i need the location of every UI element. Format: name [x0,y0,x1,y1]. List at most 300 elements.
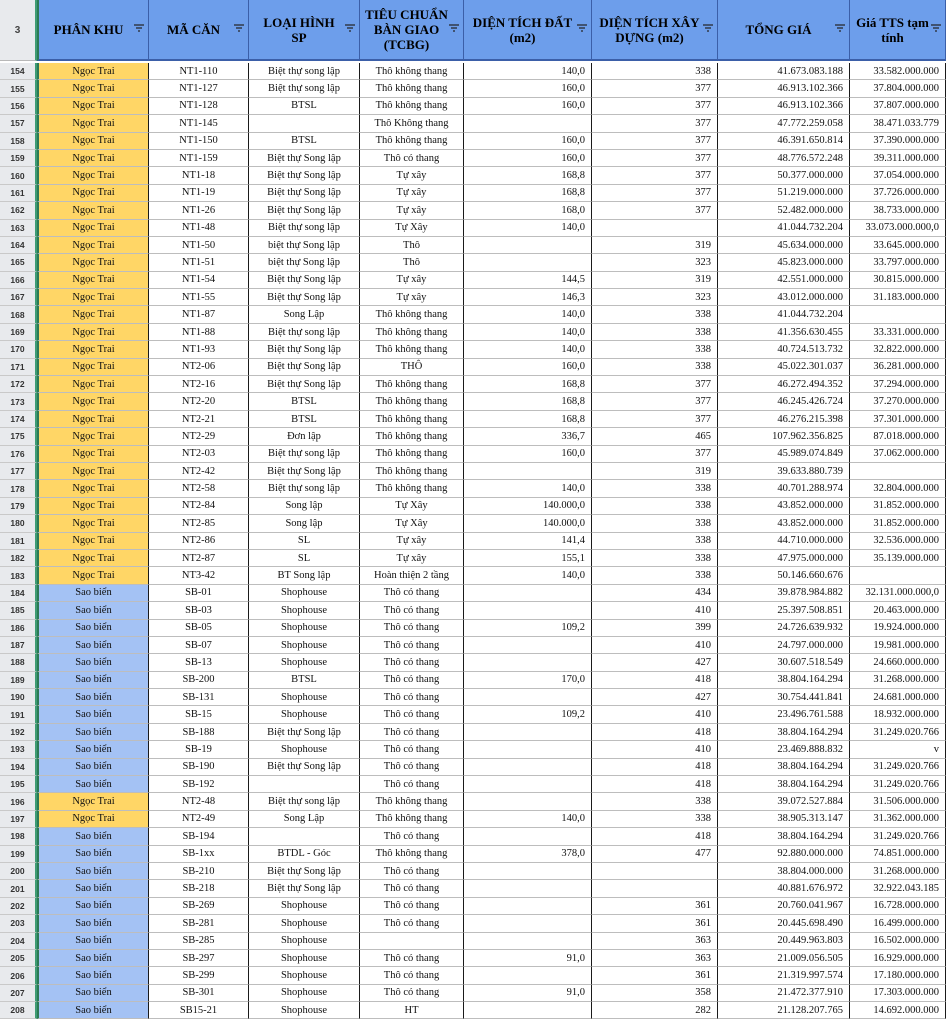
cell-dtd[interactable]: 168,8 [464,185,592,202]
cell-dtd[interactable]: 160,0 [464,98,592,115]
row-number[interactable]: 181 [0,533,37,550]
cell-tong[interactable]: 25.397.508.851 [718,602,850,619]
cell-tts[interactable]: 32.804.000.000 [850,480,946,497]
cell-khu[interactable]: Ngọc Trai [37,411,149,428]
cell-ma[interactable]: SB-297 [149,950,249,967]
header-loai[interactable] [249,0,360,61]
cell-dtd[interactable]: 168,0 [464,202,592,219]
cell-loai[interactable]: Biệt thự Song lập [249,272,360,289]
cell-khu[interactable]: Sao biển [37,654,149,671]
cell-tong[interactable]: 20.449.963.803 [718,933,850,950]
row-number[interactable]: 175 [0,428,37,445]
cell-tong[interactable]: 46.276.215.398 [718,411,850,428]
cell-tong[interactable]: 30.607.518.549 [718,654,850,671]
cell-dtxd[interactable]: 338 [592,533,718,550]
cell-dtd[interactable] [464,637,592,654]
cell-khu[interactable]: Ngọc Trai [37,393,149,410]
cell-khu[interactable]: Ngọc Trai [37,446,149,463]
cell-tts[interactable]: 37.804.000.000 [850,80,946,97]
cell-ma[interactable]: SB-301 [149,985,249,1002]
header-tong[interactable] [718,0,850,61]
cell-ma[interactable]: SB-03 [149,602,249,619]
cell-dtxd[interactable]: 338 [592,341,718,358]
cell-loai[interactable]: Shophouse [249,706,360,723]
cell-loai[interactable]: BT Song lập [249,567,360,584]
cell-khu[interactable]: Sao biển [37,741,149,758]
cell-ma[interactable]: NT1-127 [149,80,249,97]
cell-dtd[interactable]: 140,0 [464,567,592,584]
cell-khu[interactable]: Sao biển [37,620,149,637]
cell-tts[interactable]: 39.311.000.000 [850,150,946,167]
cell-tong[interactable]: 52.482.000.000 [718,202,850,219]
cell-tc[interactable]: Thô có thang [360,724,464,741]
cell-dtxd[interactable]: 377 [592,393,718,410]
cell-khu[interactable]: Ngọc Trai [37,567,149,584]
filter-icon[interactable] [448,23,460,35]
cell-loai[interactable]: BTSL [249,672,360,689]
cell-dtxd[interactable]: 338 [592,498,718,515]
cell-dtd[interactable]: 91,0 [464,950,592,967]
row-number[interactable]: 189 [0,672,37,689]
cell-tts[interactable]: 33.331.000.000 [850,324,946,341]
cell-tts[interactable]: 16.502.000.000 [850,933,946,950]
row-number[interactable]: 166 [0,272,37,289]
cell-tts[interactable]: 20.463.000.000 [850,602,946,619]
cell-tc[interactable]: Tự Xây [360,515,464,532]
row-number[interactable]: 187 [0,637,37,654]
cell-ma[interactable]: NT2-20 [149,393,249,410]
cell-tong[interactable]: 46.913.102.366 [718,80,850,97]
cell-dtxd[interactable]: 363 [592,950,718,967]
row-number[interactable]: 184 [0,585,37,602]
cell-khu[interactable]: Ngọc Trai [37,515,149,532]
cell-ma[interactable]: NT2-85 [149,515,249,532]
cell-tts[interactable]: 31.852.000.000 [850,498,946,515]
row-number[interactable]: 193 [0,741,37,758]
cell-tts[interactable]: 31.183.000.000 [850,289,946,306]
cell-dtxd[interactable]: 427 [592,654,718,671]
cell-tts[interactable]: 31.249.020.766 [850,759,946,776]
row-number[interactable]: 174 [0,411,37,428]
cell-tong[interactable]: 38.804.164.294 [718,672,850,689]
cell-tc[interactable]: Thô không thang [360,341,464,358]
cell-dtxd[interactable]: 410 [592,706,718,723]
row-number[interactable]: 185 [0,602,37,619]
cell-dtd[interactable] [464,863,592,880]
cell-khu[interactable]: Sao biển [37,985,149,1002]
cell-dtxd[interactable]: 477 [592,846,718,863]
cell-dtxd[interactable]: 361 [592,915,718,932]
cell-tong[interactable]: 43.852.000.000 [718,498,850,515]
cell-dtd[interactable]: 140.000,0 [464,498,592,515]
cell-ma[interactable]: SB-19 [149,741,249,758]
cell-loai[interactable]: Biệt thự song lập [249,480,360,497]
row-number[interactable]: 154 [0,63,37,80]
cell-tong[interactable]: 41.356.630.455 [718,324,850,341]
cell-tc[interactable]: Thô có thang [360,602,464,619]
cell-dtd[interactable]: 160,0 [464,446,592,463]
cell-tts[interactable]: 31.268.000.000 [850,863,946,880]
cell-ma[interactable]: SB-285 [149,933,249,950]
cell-tong[interactable]: 45.634.000.000 [718,237,850,254]
cell-khu[interactable]: Ngọc Trai [37,550,149,567]
row-number[interactable]: 206 [0,967,37,984]
cell-tts[interactable]: 33.645.000.000 [850,237,946,254]
cell-khu[interactable]: Sao biển [37,1002,149,1019]
cell-dtxd[interactable]: 377 [592,202,718,219]
cell-khu[interactable]: Ngọc Trai [37,359,149,376]
cell-tc[interactable]: Thô không thang [360,811,464,828]
cell-tc[interactable]: Tự xây [360,550,464,567]
row-number[interactable]: 188 [0,654,37,671]
cell-loai[interactable] [249,115,360,132]
cell-khu[interactable]: Ngọc Trai [37,498,149,515]
cell-ma[interactable]: NT1-18 [149,167,249,184]
cell-loai[interactable]: Biệt thự Song lập [249,167,360,184]
row-number[interactable]: 196 [0,793,37,810]
cell-dtd[interactable]: 140.000,0 [464,515,592,532]
cell-tong[interactable]: 24.797.000.000 [718,637,850,654]
cell-tc[interactable]: Tự Xây [360,220,464,237]
header-ma[interactable] [149,0,249,61]
cell-tts[interactable]: 19.981.000.000 [850,637,946,654]
cell-khu[interactable]: Sao biển [37,706,149,723]
cell-tong[interactable]: 21.319.997.574 [718,967,850,984]
cell-tc[interactable]: Tự xây [360,272,464,289]
cell-ma[interactable]: NT1-51 [149,254,249,271]
cell-dtd[interactable] [464,880,592,897]
cell-khu[interactable]: Ngọc Trai [37,463,149,480]
cell-tc[interactable]: Thô không thang [360,446,464,463]
cell-tts[interactable]: 17.180.000.000 [850,967,946,984]
row-number[interactable]: 203 [0,915,37,932]
cell-tong[interactable]: 43.012.000.000 [718,289,850,306]
cell-tts[interactable] [850,463,946,480]
cell-dtd[interactable] [464,828,592,845]
cell-khu[interactable]: Ngọc Trai [37,220,149,237]
cell-loai[interactable]: Song lập [249,515,360,532]
cell-tc[interactable]: Thô không thang [360,63,464,80]
cell-dtxd[interactable]: 358 [592,985,718,1002]
cell-loai[interactable]: Biệt thự song lập [249,220,360,237]
cell-khu[interactable]: Sao biển [37,672,149,689]
cell-dtxd[interactable]: 418 [592,759,718,776]
cell-ma[interactable]: SB-190 [149,759,249,776]
row-number[interactable]: 198 [0,828,37,845]
cell-tts[interactable] [850,306,946,323]
cell-dtd[interactable] [464,793,592,810]
cell-dtd[interactable]: 160,0 [464,150,592,167]
row-number[interactable]: 186 [0,620,37,637]
cell-loai[interactable]: Biệt thự Song lập [249,880,360,897]
row-number[interactable]: 173 [0,393,37,410]
cell-ma[interactable]: SB-200 [149,672,249,689]
cell-loai[interactable]: BTSL [249,393,360,410]
cell-khu[interactable]: Ngọc Trai [37,115,149,132]
cell-dtxd[interactable]: 427 [592,689,718,706]
cell-tts[interactable]: 14.692.000.000 [850,1002,946,1019]
cell-tc[interactable]: Thô không thang [360,411,464,428]
cell-tong[interactable]: 46.913.102.366 [718,98,850,115]
cell-khu[interactable]: Sao biển [37,759,149,776]
cell-loai[interactable] [249,828,360,845]
cell-tong[interactable]: 46.391.650.814 [718,133,850,150]
cell-dtd[interactable]: 168,8 [464,167,592,184]
cell-tc[interactable]: Thô có thang [360,985,464,1002]
cell-loai[interactable]: Biệt thự Song lập [249,289,360,306]
cell-khu[interactable]: Ngọc Trai [37,480,149,497]
cell-tong[interactable]: 41.044.732.204 [718,306,850,323]
cell-dtd[interactable]: 141,4 [464,533,592,550]
cell-dtd[interactable] [464,776,592,793]
cell-tc[interactable]: Thô không thang [360,376,464,393]
cell-dtd[interactable] [464,254,592,271]
cell-tong[interactable]: 38.804.000.000 [718,863,850,880]
cell-tts[interactable] [850,567,946,584]
cell-tc[interactable]: Thô có thang [360,741,464,758]
cell-tc[interactable]: Thô có thang [360,706,464,723]
cell-khu[interactable]: Ngọc Trai [37,811,149,828]
cell-tc[interactable]: HT [360,1002,464,1019]
cell-loai[interactable]: Shophouse [249,620,360,637]
cell-dtxd[interactable]: 361 [592,898,718,915]
cell-dtxd[interactable]: 338 [592,515,718,532]
cell-dtd[interactable]: 146,3 [464,289,592,306]
cell-tc[interactable]: Tự xây [360,289,464,306]
cell-loai[interactable]: biệt thự Song lập [249,237,360,254]
cell-tong[interactable]: 20.445.698.490 [718,915,850,932]
cell-loai[interactable]: Shophouse [249,898,360,915]
cell-tc[interactable]: Thô có thang [360,150,464,167]
row-number[interactable]: 165 [0,254,37,271]
cell-ma[interactable]: SB15-21 [149,1002,249,1019]
cell-dtd[interactable]: 144,5 [464,272,592,289]
row-number[interactable]: 158 [0,133,37,150]
cell-tong[interactable]: 50.377.000.000 [718,167,850,184]
cell-khu[interactable]: Sao biển [37,880,149,897]
cell-dtxd[interactable]: 319 [592,237,718,254]
cell-tong[interactable]: 24.726.639.932 [718,620,850,637]
row-number[interactable]: 192 [0,724,37,741]
cell-ma[interactable]: SB-269 [149,898,249,915]
cell-loai[interactable]: Biệt thự song lập [249,324,360,341]
cell-loai[interactable]: Shophouse [249,1002,360,1019]
cell-tc[interactable]: Thô có thang [360,654,464,671]
cell-tts[interactable]: 17.303.000.000 [850,985,946,1002]
cell-tc[interactable]: Thô [360,237,464,254]
row-number[interactable]: 197 [0,811,37,828]
cell-khu[interactable]: Ngọc Trai [37,133,149,150]
cell-tts[interactable]: 35.139.000.000 [850,550,946,567]
cell-tong[interactable]: 48.776.572.248 [718,150,850,167]
row-number[interactable]: 169 [0,324,37,341]
cell-khu[interactable]: Ngọc Trai [37,306,149,323]
cell-tc[interactable] [360,933,464,950]
cell-tts[interactable]: 18.932.000.000 [850,706,946,723]
cell-dtxd[interactable]: 434 [592,585,718,602]
row-number[interactable]: 200 [0,863,37,880]
cell-loai[interactable]: Shophouse [249,915,360,932]
row-number[interactable]: 164 [0,237,37,254]
cell-tong[interactable]: 44.710.000.000 [718,533,850,550]
cell-ma[interactable]: NT1-19 [149,185,249,202]
cell-dtxd[interactable]: 418 [592,776,718,793]
cell-khu[interactable]: Ngọc Trai [37,237,149,254]
cell-tong[interactable]: 20.760.041.967 [718,898,850,915]
header-row-number[interactable]: 3 [0,0,37,61]
cell-dtxd[interactable]: 338 [592,550,718,567]
row-number[interactable]: 208 [0,1002,37,1019]
cell-khu[interactable]: Sao biển [37,585,149,602]
cell-dtxd[interactable]: 338 [592,480,718,497]
cell-ma[interactable]: NT2-48 [149,793,249,810]
cell-ma[interactable]: NT1-88 [149,324,249,341]
cell-ma[interactable]: NT2-87 [149,550,249,567]
header-tc[interactable] [360,0,464,61]
row-number[interactable]: 155 [0,80,37,97]
cell-loai[interactable]: Biệt thự song lập [249,446,360,463]
cell-tts[interactable]: 33.797.000.000 [850,254,946,271]
header-dtxd[interactable] [592,0,718,61]
cell-tong[interactable]: 107.962.356.825 [718,428,850,445]
cell-tong[interactable]: 39.633.880.739 [718,463,850,480]
cell-tts[interactable]: 31.362.000.000 [850,811,946,828]
cell-tts[interactable]: 74.851.000.000 [850,846,946,863]
row-number[interactable]: 159 [0,150,37,167]
cell-loai[interactable]: Biệt thự song lập [249,793,360,810]
cell-loai[interactable]: Biệt thự song lập [249,80,360,97]
row-number[interactable]: 170 [0,341,37,358]
cell-tong[interactable]: 21.128.207.765 [718,1002,850,1019]
cell-tts[interactable]: 37.270.000.000 [850,393,946,410]
cell-dtd[interactable] [464,967,592,984]
cell-dtxd[interactable]: 363 [592,933,718,950]
cell-khu[interactable]: Ngọc Trai [37,428,149,445]
cell-tc[interactable]: Thô có thang [360,950,464,967]
cell-tong[interactable]: 40.701.288.974 [718,480,850,497]
cell-dtxd[interactable]: 410 [592,637,718,654]
cell-dtxd[interactable]: 338 [592,306,718,323]
cell-tts[interactable]: 32.536.000.000 [850,533,946,550]
cell-tc[interactable]: Thô có thang [360,689,464,706]
cell-dtd[interactable] [464,689,592,706]
cell-dtd[interactable] [464,741,592,758]
cell-dtxd[interactable]: 282 [592,1002,718,1019]
cell-tts[interactable]: 24.681.000.000 [850,689,946,706]
cell-loai[interactable]: Song Lập [249,811,360,828]
cell-loai[interactable]: Biệt thự Song lập [249,359,360,376]
cell-dtd[interactable] [464,654,592,671]
row-number[interactable]: 204 [0,933,37,950]
cell-ma[interactable]: NT1-48 [149,220,249,237]
cell-dtd[interactable]: 109,2 [464,620,592,637]
cell-loai[interactable]: Biệt thự Song lập [249,341,360,358]
cell-ma[interactable]: NT3-42 [149,567,249,584]
cell-khu[interactable]: Ngọc Trai [37,533,149,550]
cell-tts[interactable]: v [850,741,946,758]
cell-loai[interactable]: Shophouse [249,985,360,1002]
cell-tong[interactable]: 40.881.676.972 [718,880,850,897]
row-number[interactable]: 199 [0,846,37,863]
cell-ma[interactable]: SB-194 [149,828,249,845]
cell-dtd[interactable]: 140,0 [464,324,592,341]
cell-ma[interactable]: NT2-29 [149,428,249,445]
cell-tong[interactable]: 39.878.984.882 [718,585,850,602]
cell-tc[interactable]: Thô không thang [360,306,464,323]
cell-tong[interactable]: 39.072.527.884 [718,793,850,810]
cell-tts[interactable]: 31.249.020.766 [850,828,946,845]
cell-dtd[interactable]: 168,8 [464,393,592,410]
cell-tong[interactable]: 41.044.732.204 [718,220,850,237]
cell-tc[interactable]: Thô có thang [360,672,464,689]
cell-dtd[interactable] [464,463,592,480]
cell-tc[interactable]: Thô không thang [360,324,464,341]
cell-khu[interactable]: Sao biển [37,933,149,950]
cell-loai[interactable]: Shophouse [249,741,360,758]
cell-loai[interactable]: Shophouse [249,967,360,984]
cell-tts[interactable]: 16.499.000.000 [850,915,946,932]
cell-dtxd[interactable]: 361 [592,967,718,984]
cell-khu[interactable]: Ngọc Trai [37,167,149,184]
cell-ma[interactable]: SB-192 [149,776,249,793]
cell-tong[interactable]: 50.146.660.676 [718,567,850,584]
cell-ma[interactable]: NT1-128 [149,98,249,115]
cell-dtxd[interactable]: 338 [592,793,718,810]
cell-dtxd[interactable] [592,880,718,897]
cell-khu[interactable]: Ngọc Trai [37,254,149,271]
cell-loai[interactable]: Biệt thự Song lập [249,150,360,167]
cell-khu[interactable]: Sao biển [37,898,149,915]
cell-dtd[interactable]: 160,0 [464,80,592,97]
cell-tts[interactable]: 16.929.000.000 [850,950,946,967]
row-number[interactable]: 195 [0,776,37,793]
cell-dtd[interactable]: 160,0 [464,359,592,376]
cell-tc[interactable]: Thô có thang [360,863,464,880]
cell-tong[interactable]: 23.469.888.832 [718,741,850,758]
cell-dtxd[interactable]: 377 [592,80,718,97]
cell-dtd[interactable] [464,237,592,254]
row-number[interactable]: 182 [0,550,37,567]
cell-tong[interactable]: 30.754.441.841 [718,689,850,706]
cell-tc[interactable]: Tự xây [360,185,464,202]
cell-tc[interactable]: Thô có thang [360,759,464,776]
cell-ma[interactable]: NT1-145 [149,115,249,132]
cell-khu[interactable]: Sao biển [37,689,149,706]
cell-ma[interactable]: NT2-16 [149,376,249,393]
cell-khu[interactable]: Sao biển [37,828,149,845]
cell-loai[interactable]: Shophouse [249,654,360,671]
cell-tts[interactable]: 37.390.000.000 [850,133,946,150]
header-tts[interactable] [850,0,946,61]
cell-tts[interactable]: 37.301.000.000 [850,411,946,428]
cell-tong[interactable]: 38.804.164.294 [718,724,850,741]
row-number[interactable]: 176 [0,446,37,463]
cell-ma[interactable]: SB-131 [149,689,249,706]
cell-khu[interactable]: Sao biển [37,637,149,654]
cell-ma[interactable]: NT2-03 [149,446,249,463]
cell-ma[interactable]: NT2-84 [149,498,249,515]
cell-dtxd[interactable]: 377 [592,98,718,115]
cell-loai[interactable]: Biệt thự Song lập [249,376,360,393]
cell-loai[interactable]: BTSL [249,98,360,115]
cell-tts[interactable]: 19.924.000.000 [850,620,946,637]
row-number[interactable]: 163 [0,220,37,237]
row-number[interactable]: 201 [0,880,37,897]
cell-dtd[interactable] [464,602,592,619]
cell-dtd[interactable] [464,585,592,602]
cell-dtd[interactable]: 378,0 [464,846,592,863]
cell-dtd[interactable] [464,759,592,776]
